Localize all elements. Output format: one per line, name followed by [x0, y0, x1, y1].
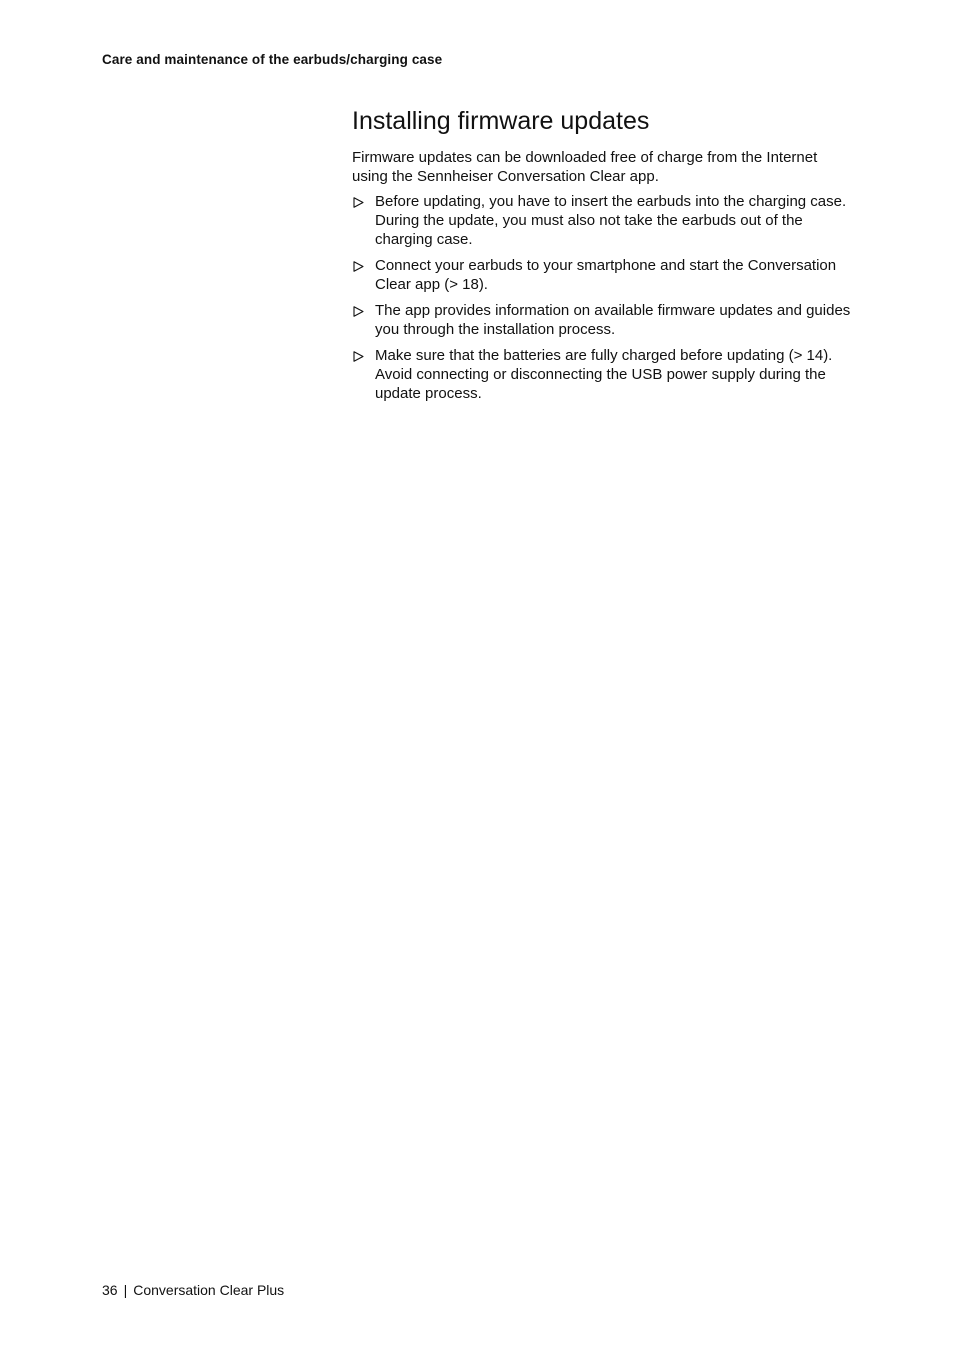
- content-section: [352, 104, 857, 410]
- running-header: Care and maintenance of the earbuds/charging case: [102, 52, 443, 67]
- step-text: Connect your earbuds to your smartphone and start the Conversation Clear app (> 18).: [375, 257, 837, 293]
- triangle-right-icon: [353, 306, 364, 317]
- list-item: [352, 256, 857, 294]
- step-list: [352, 192, 857, 403]
- page-number: 36: [102, 1282, 118, 1298]
- page-footer: [102, 1282, 284, 1298]
- footer-separator: |: [123, 1282, 128, 1298]
- product-name: Conversation Clear Plus: [133, 1282, 285, 1298]
- triangle-right-icon: [353, 197, 364, 208]
- list-item: [352, 346, 857, 403]
- list-item: [352, 192, 857, 249]
- list-item: [352, 301, 857, 339]
- step-text: Before updating, you have to insert the earbuds into the charging case. During the update, you must also not take the earbuds out of the charging case.: [375, 193, 847, 248]
- section-title: Installing firmware updates: [352, 107, 650, 135]
- triangle-right-icon: [353, 351, 364, 362]
- triangle-right-icon: [353, 261, 364, 272]
- step-text: Make sure that the batteries are fully charged before updating (> 14). Avoid connecting or disconnecting the USB power supply during the update process.: [375, 347, 833, 402]
- step-text: The app provides information on available firmware updates and guides you through the installation process.: [375, 302, 851, 338]
- intro-paragraph: Firmware updates can be downloaded free of charge from the Internet using the Sennheiser Conversation Clear app.: [352, 149, 818, 185]
